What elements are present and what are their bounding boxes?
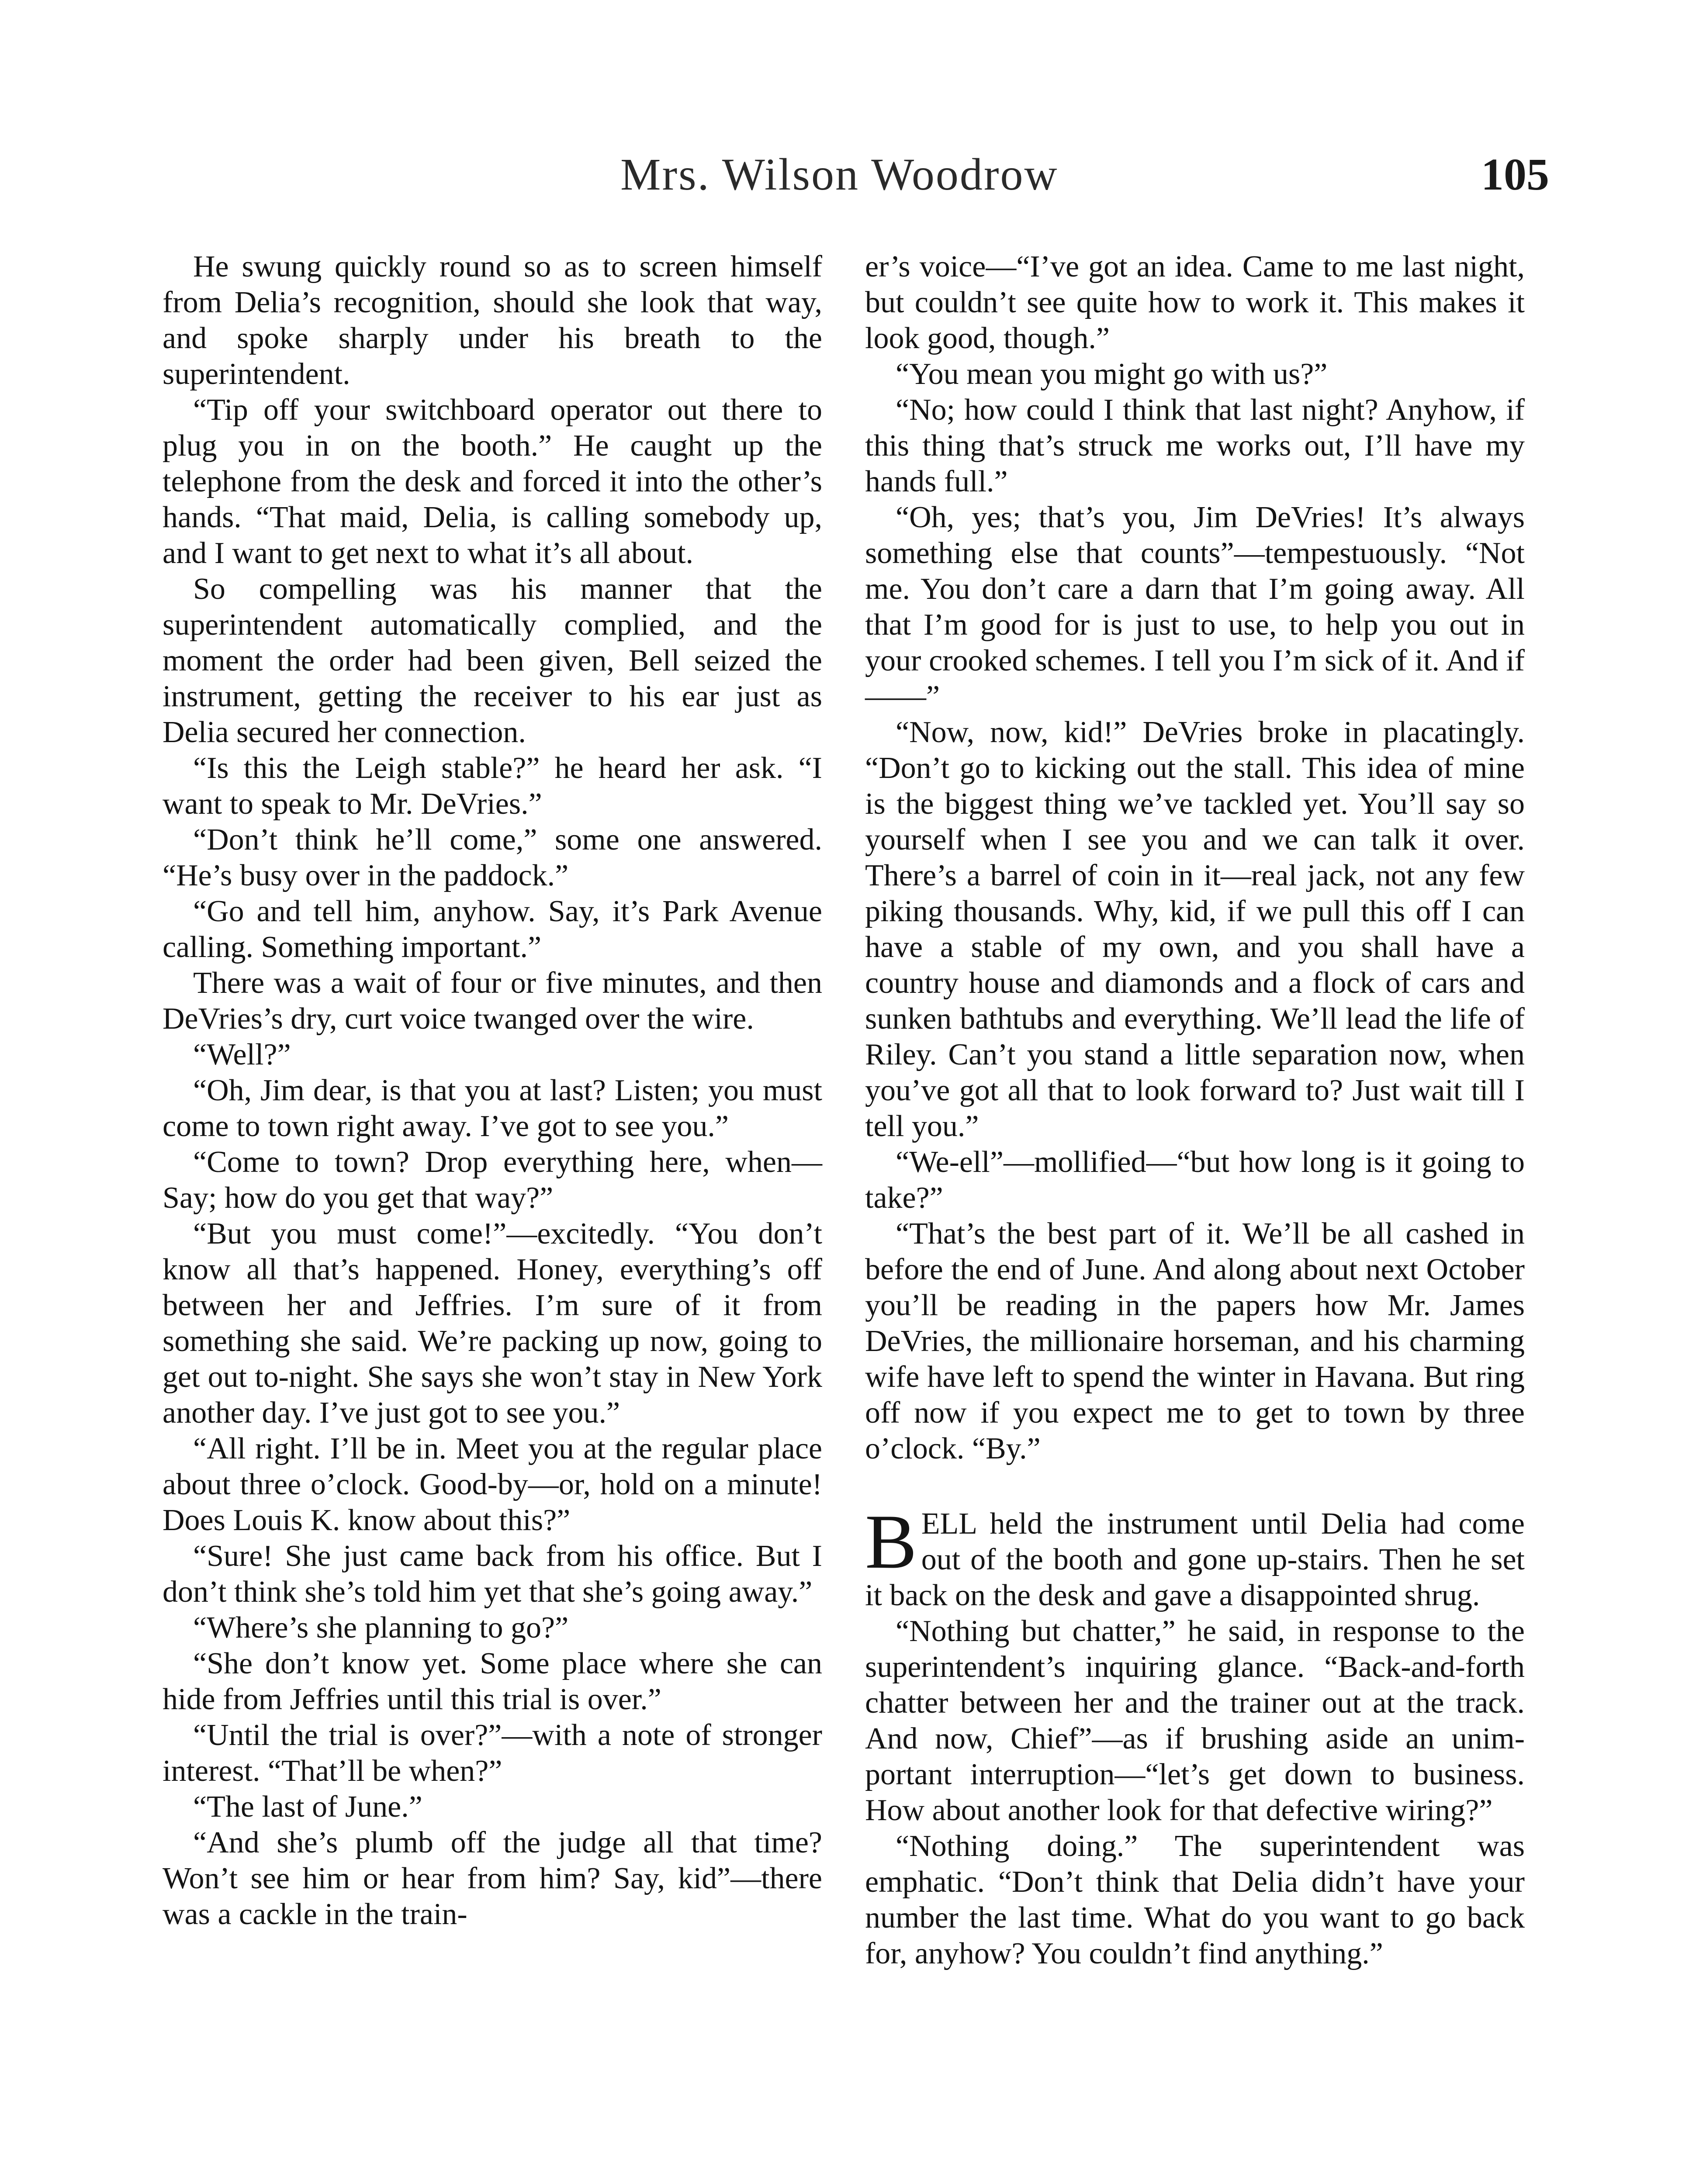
paragraph: “No; how could I think that last night? Anyhow, if this thing that’s struck me works out, I’ll have my hands full.” (865, 393, 1525, 498)
paragraph: “Is this the Leigh stable?” he heard her ask. “I want to speak to Mr. DeVries.” (163, 751, 822, 821)
paragraph: “You mean you might go with us?” (896, 357, 1328, 391)
drop-cap-paragraph-text: ELL held the instrument until Delia had come out of the booth and gone up-stairs. Then he set it back on the desk and gave a disappointed shrug. (865, 1507, 1525, 1612)
paragraph: “Sure! She just came back from his office. But I don’t think she’s told him yet that she’s going away.” (163, 1539, 822, 1609)
paragraph: “Don’t think he’ll come,” some one answered. “He’s busy over in the paddock.” (163, 823, 822, 892)
section-break (865, 1467, 1525, 1506)
left-text-column (163, 249, 822, 1932)
paragraph: He swung quickly round so as to screen himself from Delia’s recognition, should she look that way, and spoke sharply under his breath to the superintendent. (163, 250, 822, 391)
paragraph: “But you must come!”—excitedly. “You don’t know all that’s happened. Honey, everything’s off between her and Jeffries. I’m sure of it from something she said. We’re packing up now, going to get out to-night. She says she won’t stay in New York another day. I’ve just got to see you.” (163, 1217, 822, 1430)
running-head-author: Mrs. Wilson Woodrow (620, 149, 1059, 200)
paragraph: So compelling was his manner that the superintendent automatically complied, and the moment the order had been given, Bell seized the instrument, getting the receiver to his ear just as Delia secured her connection. (163, 572, 822, 749)
right-text-column (865, 249, 1525, 1972)
paragraph: “Nothing but chatter,” he said, in response to the superintendent’s inquiring glance. “Back-and-forth chatter between her and the trainer out at the track. And now, Chief”—as if brushing aside an unimportant interruption—“let’s get down to business. How about another look for that defective wiring?” (865, 1614, 1525, 1827)
paragraph: There was a wait of four or five minutes, and then DeVries’s dry, curt voice twanged over the wire. (163, 966, 822, 1036)
paragraph: “Oh, yes; that’s you, Jim DeVries! It’s always something else that counts”—tempestuously. “Not me. You don’t care a darn that I’m going away. All that I’m good for is just to use, to help you out in your crooked schemes. I tell you I’m sick of it. And if——” (865, 501, 1525, 713)
paragraph: “Until the trial is over?”—with a note of stronger interest. “That’ll be when?” (163, 1718, 822, 1788)
paragraph: “We-ell”—mollified—“but how long is it going to take?” (865, 1145, 1525, 1215)
paragraph: “And she’s plumb off the judge all that time? Won’t see him or hear from him? Say, kid”—there was a cackle in the train- (163, 1826, 822, 1931)
drop-cap: B (865, 1498, 917, 1585)
running-header (0, 149, 1689, 210)
paragraph: “All right. I’ll be in. Meet you at the regular place about three o’clock. Good-by—or, hold on a minute! Does Louis K. know about this?” (163, 1432, 822, 1537)
continued-paragraph: er’s voice—“I’ve got an idea. Came to me last night, but couldn’t see quite how to work it. This makes it look good, though.” (865, 250, 1525, 355)
paragraph: “She don’t know yet. Some place where she can hide from Jeffries until this trial is over.” (163, 1647, 822, 1716)
paragraph: “Tip off your switchboard operator out there to plug you in on the booth.” He caught up the telephone from the desk and forced it into the other’s hands. “That maid, Delia, is calling somebody up, and I want to get next to what it’s all about. (163, 393, 822, 570)
paragraph: “That’s the best part of it. We’ll be all cashed in before the end of June. And along about next October you’ll be reading in the papers how Mr. James DeVries, the millionaire horseman, and his charming wife have left to spend the winter in Havana. But ring off now if you expect me to get to town by three o’clock. “By.” (865, 1217, 1525, 1465)
paragraph: “Go and tell him, anyhow. Say, it’s Park Avenue calling. Something important.” (163, 895, 822, 964)
page-number: 105 (1481, 149, 1549, 200)
paragraph: “Well?” (193, 1038, 291, 1071)
paragraph: “Where’s she planning to go?” (193, 1611, 569, 1645)
paragraph: “Now, now, kid!” DeVries broke in placatingly. “Don’t go to kicking out the stall. This idea of mine is the biggest thing we’ve tackled yet. You’ll say so yourself when I see you and we can talk it over. There’s a barrel of coin in it—real jack, not any few piking thousands. Why, kid, if we pull this off I can have a stable of my own, and you shall have a country house and diamonds and a flock of cars and sunken bathtubs and everything. We’ll lead the life of Riley. Can’t you stand a little separation now, when you’ve got all that to look forward to? Just wait till I tell you.” (865, 715, 1525, 1143)
paragraph: “Oh, Jim dear, is that you at last? Listen; you must come to town right away. I’ve got to see you.” (163, 1074, 822, 1143)
paragraph: “Nothing doing.” The superintendent was emphatic. “Don’t think that Delia didn’t have your number the last time. What do you want to go back for, anyhow? You couldn’t find anything.” (865, 1829, 1525, 1970)
section-opening-paragraph (865, 1498, 1525, 1614)
paragraph: “Come to town? Drop everything here, when— Say; how do you get that way?” (163, 1145, 822, 1215)
paragraph: “The last of June.” (193, 1790, 422, 1824)
